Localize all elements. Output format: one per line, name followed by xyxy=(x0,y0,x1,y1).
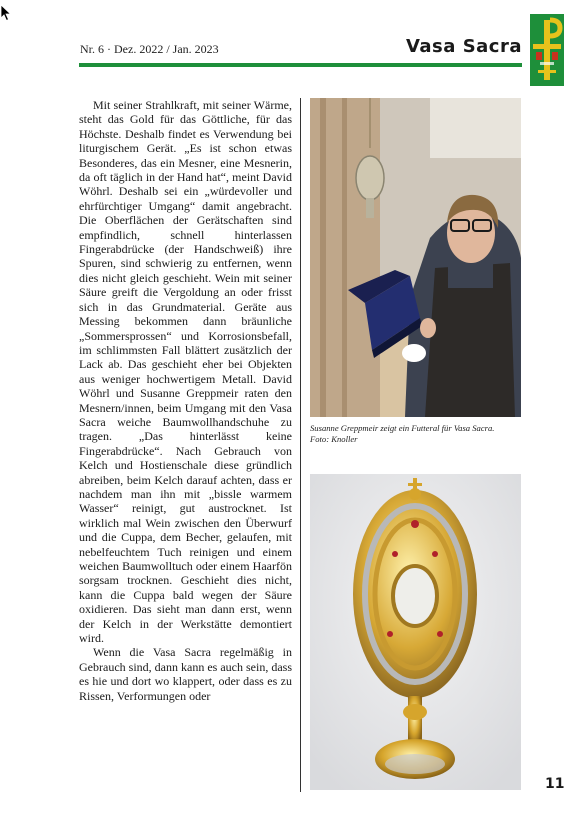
caption-text: Susanne Greppmeir zeigt ein Futteral für Vasa Sacra. xyxy=(310,423,495,433)
photo-monstrance xyxy=(310,474,521,790)
photo-caption xyxy=(310,423,525,445)
header-rule xyxy=(79,63,522,67)
article-paragraph: Mit seiner Strahlkraft, mit seiner Wärme, steht das Gold für das Göttliche, für das Höchste. Deshalb findet es Verwendung bei liturgischem Gerät. „Es ist schon etwas Besonderes, das ein Mesner, eine Mesnerin, da oft täglich in der Hand hat“, meint David Wöhrl. Deshalb sei ein „würdevoller und ehrfürchtiger Umgang“ damit angebracht. Die Oberflächen der Gerätschaften sind empfindlich, schnell hinterlassen Fingerabdrücke (der Handschweiß) ihre Spuren, sind schwierig zu entfernen, wenn dies nicht gleich geschieht. Wein mit seiner Säure greift die Vergoldung an oder frisst sich in das Grundmaterial. Geräte aus Messing bekommen dann bräunliche „Sommersprossen“ und Korrosionsbefall, im schlimmsten Fall blättert zusätzlich der Lack ab. Das geschieht eher bei Objekten aus weniger hochwertigem Metall. David Wöhrl und Susanne Greppmeir raten den Mesnern/innen, beim Umgang mit den Vasa Sacra weiche Baumwollhandschuhe zu tragen. „Das hinterlässt keine Fingerabdrücke“. Nach Gebrauch von Kelch und Hostienschale diese gründlich abreiben, beim Kelch darauf achten, dass er nachdem man ihn mit „bissle warmem Wasser“ reinigt, gut austrocknet. Ist wirklich mal Wein zwischen den Überwurf und die Cuppa, dem Becher, gelaufen, mit nebelfeuchtem Tuch reinigen und einem weichen Baumwolltuch oder einem Haarfön sorgsam trocknen. Geschieht dies nicht, kann die Cuppa bald wegen der Säure oxidieren. Das sieht man dann erst, wenn der Kelch in der Werkstätte demontiert wird. xyxy=(79,98,292,646)
mouse-pointer-icon xyxy=(0,4,12,22)
magazine-title: Vasa Sacra xyxy=(405,36,522,57)
issue-label: Nr. 6 · Dez. 2022 / Jan. 2023 xyxy=(80,42,219,56)
page-number: 11 xyxy=(545,776,565,792)
photo-credit: Foto: Knoller xyxy=(310,434,358,444)
article-paragraph: Wenn die Vasa Sacra regelmäßig in Gebrauch sind, dann kann es auch sein, dass es hie und dort wo klappert, oder dass es zu Rissen, Verformungen oder xyxy=(79,645,292,703)
photo-woman-with-case xyxy=(310,98,521,417)
chi-rho-logo xyxy=(530,14,564,86)
article-body xyxy=(79,98,292,703)
column-divider xyxy=(300,98,301,792)
